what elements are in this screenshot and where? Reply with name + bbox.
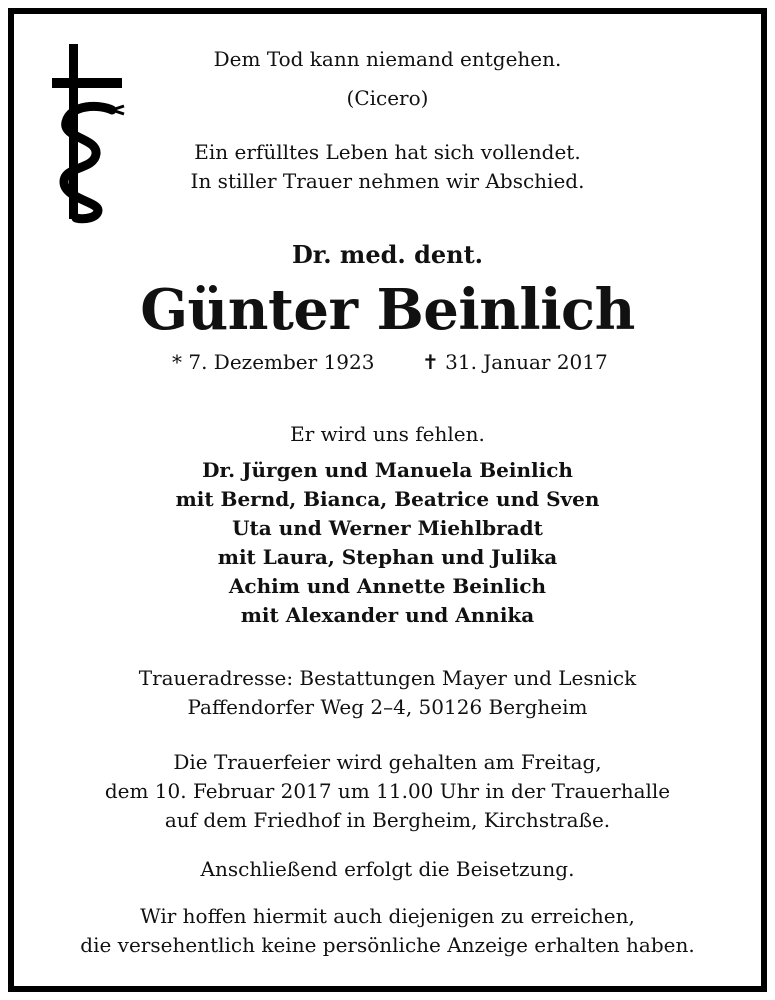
mourner-line: mit Alexander und Annika — [240, 603, 535, 627]
address-line-2: Paffendorfer Weg 2–4, 50126 Bergheim — [187, 695, 588, 719]
verse-line-2: In stiller Trauer nehmen wir Abschied. — [190, 169, 585, 193]
death-date: ✝ 31. Januar 2017 — [422, 350, 608, 374]
quote-author: (Cicero) — [346, 86, 429, 110]
ceremony-line-2: dem 10. Februar 2017 um 11.00 Uhr in der Trauerhalle — [104, 779, 671, 803]
deceased-name: Günter Beinlich — [140, 277, 635, 343]
deceased-title: Dr. med. dent. — [291, 240, 484, 269]
burial-line: Anschließend erfolgt die Beisetzung. — [200, 857, 575, 881]
ceremony-line-1: Die Trauerfeier wird gehalten am Freitag, — [173, 750, 602, 774]
quote-text: Dem Tod kann niemand entgehen. — [213, 47, 562, 71]
mourner-line: Uta und Werner Miehlbradt — [232, 516, 543, 540]
mourner-line: mit Laura, Stephan und Julika — [217, 545, 558, 569]
missed-line: Er wird uns fehlen. — [290, 422, 485, 446]
closing-line-2: die versehentlich keine persönliche Anzeige erhalten haben. — [80, 933, 695, 957]
mourner-line: mit Bernd, Bianca, Beatrice und Sven — [175, 487, 600, 511]
closing-line-1: Wir hoffen hiermit auch diejenigen zu erreichen, — [140, 904, 635, 928]
address-line-1: Traueradresse: Bestattungen Mayer und Lesnick — [138, 666, 637, 690]
mourner-line: Dr. Jürgen und Manuela Beinlich — [202, 458, 573, 482]
verse-line-1: Ein erfülltes Leben hat sich vollendet. — [194, 140, 581, 164]
mourner-line: Achim und Annette Beinlich — [228, 574, 547, 598]
birth-date: * 7. Dezember 1923 — [172, 350, 375, 374]
ceremony-line-3: auf dem Friedhof in Bergheim, Kirchstraße. — [164, 808, 611, 832]
